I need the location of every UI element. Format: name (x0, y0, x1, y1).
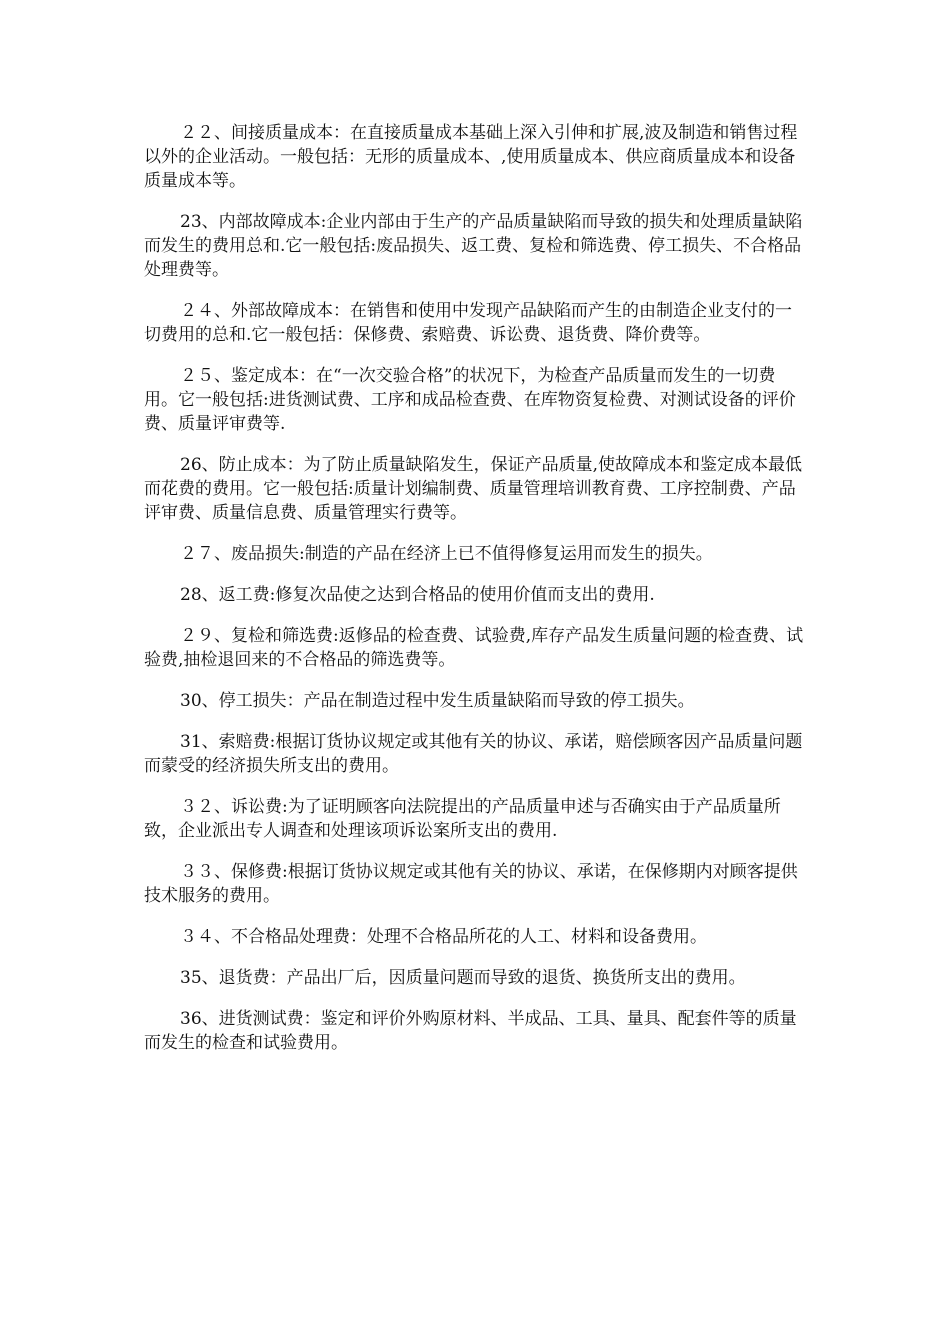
paragraph-34 (144, 925, 808, 949)
paragraph-number: ２９、 (180, 626, 231, 646)
paragraph-number: ２２、 (180, 123, 231, 143)
paragraph-text: 废品损失:制造的产品在经济上已不值得修复运用而发生的损失。 (231, 544, 713, 564)
paragraph-number: 28、 (180, 585, 219, 605)
document-body (144, 121, 808, 1072)
paragraph-number: 23、 (180, 212, 219, 232)
paragraph-number: ３４、 (180, 927, 231, 947)
paragraph-31 (144, 730, 808, 778)
paragraph-text: 返工费:修复次品使之达到合格品的使用价值而支出的费用. (218, 585, 655, 605)
paragraph-number: ２５、 (180, 366, 231, 386)
paragraph-number: ２７、 (180, 544, 231, 564)
paragraph-text: 内部故障成本:企业内部由于生产的产品质量缺陷而导致的损失和处理质量缺陷而发生的费用总和.它一般包括:废品损失、返工费、复检和筛选费、停工损失、不合格品处理费等。 (144, 212, 803, 280)
paragraph-26 (144, 453, 808, 525)
paragraph-32 (144, 795, 808, 843)
paragraph-number: 26、 (180, 455, 219, 475)
paragraph-24 (144, 299, 808, 347)
paragraph-text: 间接质量成本：在直接质量成本基础上深入引伸和扩展,波及制造和销售过程以外的企业活动。一般包括：无形的质量成本、,使用质量成本、供应商质量成本和设备质量成本等。 (144, 123, 798, 191)
paragraph-29 (144, 624, 808, 672)
paragraph-text: 外部故障成本：在销售和使用中发现产品缺陷而产生的由制造企业支付的一切费用的总和.它一般包括：保修费、索赔费、诉讼费、退货费、降价费等。 (144, 301, 792, 345)
paragraph-35 (144, 966, 808, 990)
paragraph-number: ３３、 (180, 862, 231, 882)
paragraph-text: 退货费：产品出厂后，因质量问题而导致的退货、换货所支出的费用。 (218, 968, 746, 988)
paragraph-text: 索赔费:根据订货协议规定或其他有关的协议、承诺，赔偿顾客因产品质量问题而蒙受的经济损失所支出的费用。 (144, 732, 803, 776)
paragraph-number: 35、 (180, 968, 219, 988)
paragraph-27 (144, 542, 808, 566)
paragraph-text: 复检和筛选费:返修品的检查费、试验费,库存产品发生质量问题的检查费、试验费,抽检退回来的不合格品的筛选费等。 (144, 626, 804, 670)
paragraph-number: 31、 (180, 732, 219, 752)
paragraph-33 (144, 860, 808, 908)
paragraph-text: 进货测试费：鉴定和评价外购原材料、半成品、工具、量具、配套件等的质量而发生的检查和试验费用。 (144, 1009, 797, 1053)
paragraph-30 (144, 689, 808, 713)
paragraph-text: 诉讼费:为了证明顾客向法院提出的产品质量申述与否确实由于产品质量所致，企业派出专人调查和处理该项诉讼案所支出的费用. (144, 797, 781, 841)
paragraph-text: 防止成本：为了防止质量缺陷发生，保证产品质量,使故障成本和鉴定成本最低而花费的费用。它一般包括:质量计划编制费、质量管理培训教育费、工序控制费、产品评审费、质量信息费、质量管理实行费等。 (144, 455, 803, 523)
paragraph-text: 不合格品处理费：处理不合格品所花的人工、材料和设备费用。 (231, 927, 707, 947)
paragraph-25 (144, 364, 808, 436)
paragraph-number: ３２、 (180, 797, 231, 817)
paragraph-text: 保修费:根据订货协议规定或其他有关的协议、承诺，在保修期内对顾客提供技术服务的费用。 (144, 862, 798, 906)
paragraph-number: ２４、 (180, 301, 231, 321)
paragraph-number: 30、 (180, 691, 219, 711)
paragraph-22 (144, 121, 808, 193)
paragraph-28 (144, 583, 808, 607)
paragraph-number: 36、 (180, 1009, 219, 1029)
paragraph-text: 鉴定成本：在“一次交验合格”的状况下，为检查产品质量而发生的一切费用。它一般包括:进货测试费、工序和成品检查费、在库物资复检费、对测试设备的评价费、质量评审费等. (144, 366, 796, 434)
paragraph-36 (144, 1007, 808, 1055)
paragraph-23 (144, 210, 808, 282)
paragraph-text: 停工损失：产品在制造过程中发生质量缺陷而导致的停工损失。 (218, 691, 695, 711)
